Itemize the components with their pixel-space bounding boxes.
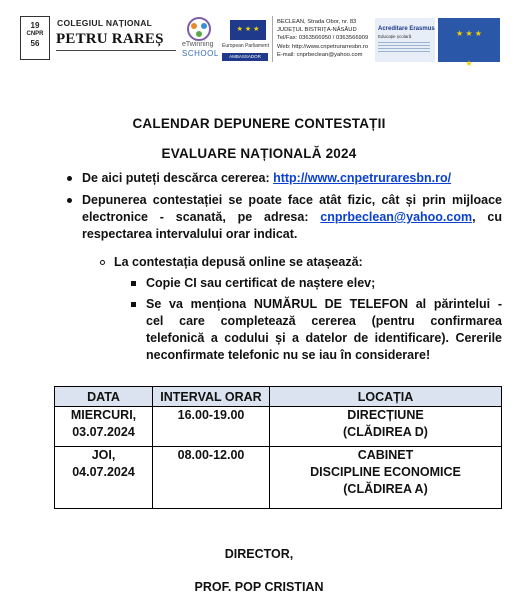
accreditation-sub: Educație școlară [378,34,412,39]
address-line: E-mail: cnprbeclean@yahoo.com [277,51,363,58]
row-interval [153,407,270,447]
interval-value: 08.00-12.00 [177,448,245,462]
bullet-submission [82,192,502,243]
school-name: PETRU RAREȘ [56,31,164,47]
school-crest [20,16,50,60]
submission-line-3: respectarea intervalului orar indicat. [82,227,298,241]
header-date: DATA [55,387,153,407]
bullet-dot-icon [67,198,72,203]
crest-letters: CNPR [26,31,44,37]
etwinning-school: SCHOOL [182,49,219,58]
row-date [55,407,153,447]
location-line: (CLĂDIREA A) [343,482,428,496]
header-divider [272,16,273,62]
header-interval: INTERVAL ORAR [153,387,270,407]
school-underline [56,50,176,51]
phone-line-4: neconfirmate telefonic nu se iau în considerare! [146,348,431,362]
accreditation-lines [378,42,430,52]
phone-line-1: Se va menționa NUMĂRUL DE TELEFON al părintelui - [146,297,502,311]
etwinning-label: eTwinning [182,41,214,48]
bullet-dot-icon [67,176,72,181]
crest-year-left: 19 [30,21,40,30]
row-location [270,447,502,509]
crest-year-right: 56 [30,39,40,48]
location-line: DIRECȚIUNE [347,408,424,422]
submission-line-2-tail: , cu [472,210,502,224]
address-line: Tel/Fax: 0363566950 / 0363566909 [277,35,369,42]
online-attachments-heading: La contestația depusă online se atașează: [114,255,363,269]
attachment-item-id: Copie CI sau certificat de naștere elev; [146,276,376,290]
phone-line-3: telefonică a codului și a datelor de identificare). Cererile [146,331,502,345]
date-value: 03.07.2024 [72,425,135,439]
accreditation-logo [375,18,435,62]
bullet-square-icon [131,281,136,286]
accreditation-title: Acreditare Erasmus [378,26,435,32]
row-location [270,407,502,447]
address-line: JUDEȚUL BISTRIȚA-NĂSĂUD [277,27,357,34]
submission-line-2-text: electronice - scanată, pe adresa: [82,210,321,224]
table-row [55,407,502,447]
schedule-table [54,386,502,509]
page-subtitle: EVALUARE NAȚIONALĂ 2024 [161,146,357,161]
signature-role: DIRECTOR, [224,547,294,561]
header-location: LOCAȚIA [270,387,502,407]
eu-stars-icon: ★ ★ ★ ★ [456,29,482,68]
school-label: COLEGIUL NAȚIONAL [57,18,153,28]
interval-value: 16.00-19.00 [177,408,245,422]
email-link[interactable]: cnprbeclean@yahoo.com [320,210,473,224]
row-interval [153,447,270,509]
address-line: Web: http://www.cnpetrurarresbn.ro [277,43,369,50]
address-block [277,18,368,59]
table-header-row [55,387,502,407]
download-text: De aici puteți descărca cererea: [82,171,274,185]
ep-stars-icon: ★ ★ ★ [236,26,260,33]
etwinning-logo-icon [181,16,217,42]
location-line: DISCIPLINE ECONOMICE [310,465,461,479]
address-line: BECLEAN, Strada Obor, nr. 83 [277,19,357,25]
date-value: 04.07.2024 [72,465,135,479]
page-title: CALENDAR DEPUNERE CONTESTAȚII [132,116,386,131]
eu-banner [442,50,496,58]
bullet-circle-icon [100,260,105,265]
download-link[interactable]: http://www.cnpetruraresbn.ro/ [273,171,452,185]
table-row [55,447,502,509]
signature-name: PROF. POP CRISTIAN [194,580,324,594]
bullet-download [82,170,502,187]
phone-line-2: cel care completează cererea (pentru confirmarea [146,314,502,328]
date-day: MIERCURI, [70,408,137,422]
ambassador-label: AMBASSADOR SCHOOL [222,53,268,61]
submission-line-1: Depunerea contestației se poate face atât fizic, cât și prin mijloace [82,193,502,207]
bullet-square-icon [131,302,136,307]
location-line: CABINET [357,448,414,462]
submission-line-2 [82,209,502,226]
date-day: JOI, [91,448,116,462]
attachment-item-phone [146,296,502,364]
location-line: (CLĂDIREA D) [343,425,428,439]
ep-label: European Parliament [222,43,269,49]
row-date [55,447,153,509]
